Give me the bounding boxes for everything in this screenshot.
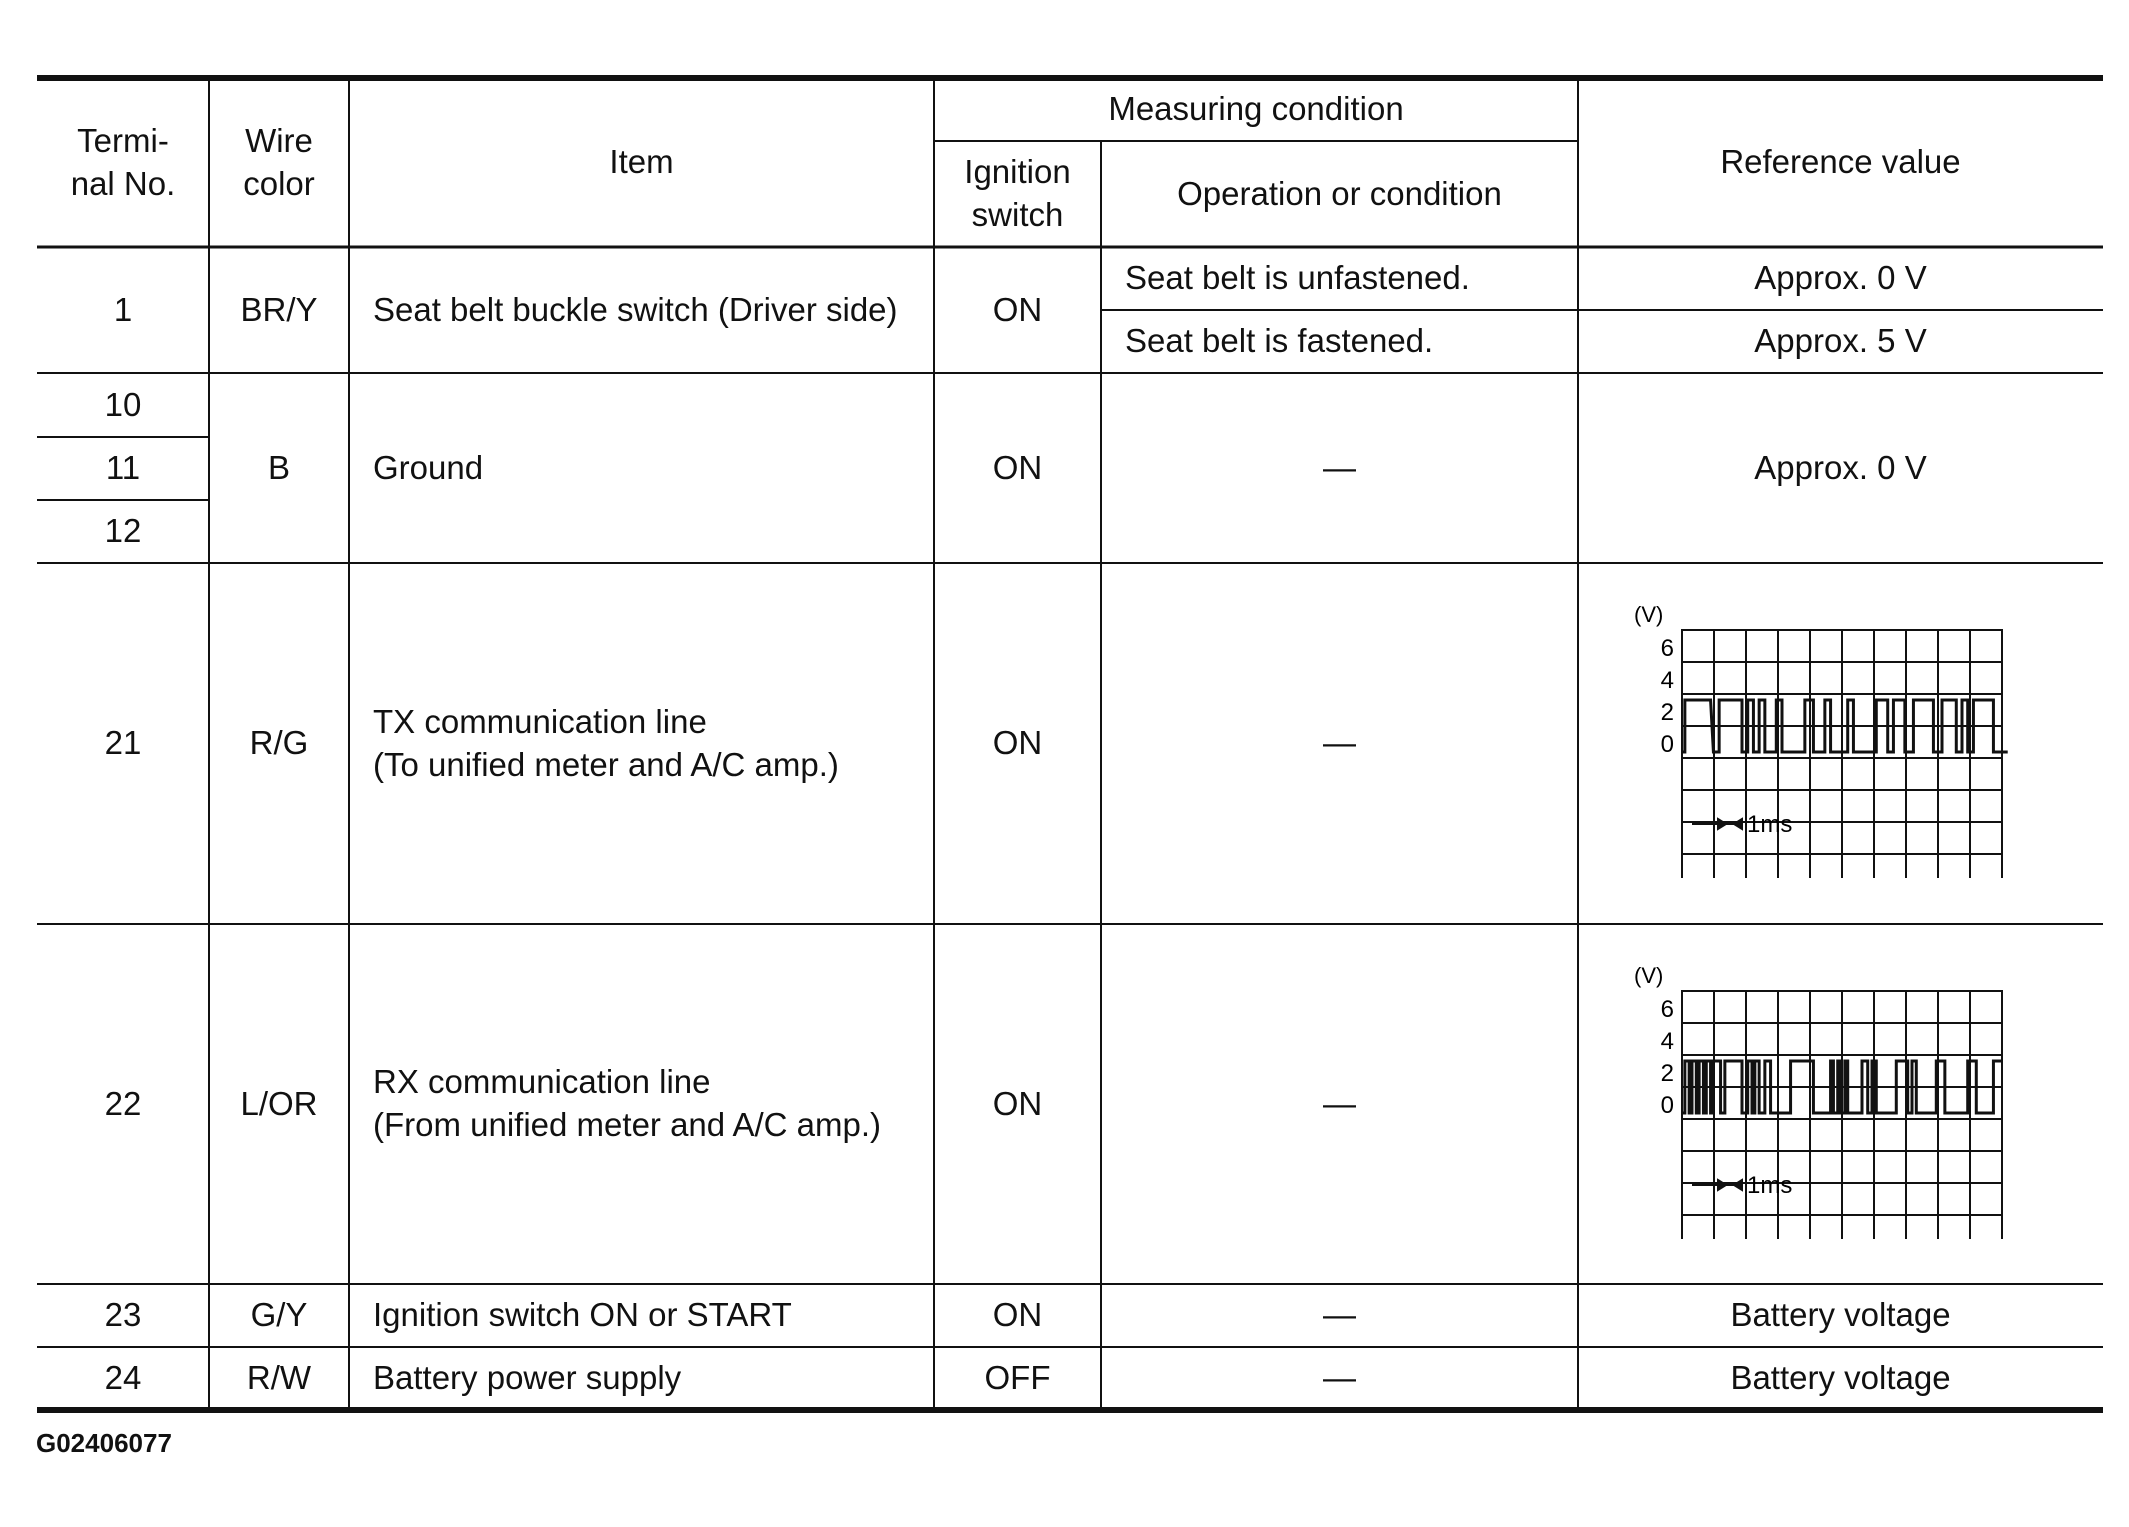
row-ground-item: Ground bbox=[373, 448, 484, 486]
row21-waveform-tick-6: 6 bbox=[1660, 635, 1674, 662]
header-reference-value: Reference value bbox=[1720, 143, 1961, 181]
header-wire-color bbox=[209, 78, 349, 247]
row22-waveform-tick-2: 2 bbox=[1660, 1060, 1674, 1087]
header-measuring-condition: Measuring condition bbox=[1108, 90, 1404, 128]
row21-time-marker bbox=[1692, 819, 1742, 829]
header-terminal-no-line1: Termi- bbox=[77, 121, 169, 159]
row23-condition: — bbox=[1323, 1296, 1356, 1334]
row21-waveform-unit: (V) bbox=[1634, 602, 1664, 627]
row-ground-reference: Approx. 0 V bbox=[1754, 448, 1927, 486]
row24-condition: — bbox=[1323, 1359, 1356, 1397]
row1-condition-unfastened: Seat belt is unfastened. bbox=[1125, 259, 1470, 297]
row-ground-condition: — bbox=[1323, 448, 1356, 486]
row22-waveform-time-label: 1ms bbox=[1747, 1172, 1793, 1199]
row22-item-line2: (From unified meter and A/C amp.) bbox=[373, 1106, 882, 1143]
row-ground-terminal-10: 10 bbox=[104, 385, 142, 423]
row21-waveform-tick-2: 2 bbox=[1660, 699, 1674, 726]
row-ground-terminal-11: 11 bbox=[105, 449, 141, 487]
header-terminal-no-line2: nal No. bbox=[70, 164, 176, 202]
row21-waveform bbox=[1630, 598, 2010, 878]
row1-ignition: ON bbox=[992, 290, 1043, 328]
row22-terminal: 22 bbox=[104, 1084, 142, 1122]
row-ground-wire-color: B bbox=[267, 448, 290, 486]
row23-reference: Battery voltage bbox=[1730, 1296, 1951, 1334]
row21-item-line2: (To unified meter and A/C amp.) bbox=[373, 745, 839, 783]
row-ground-terminal-12: 12 bbox=[104, 512, 142, 550]
row22-wire-color: L/OR bbox=[240, 1084, 318, 1122]
row-ground-ignition: ON bbox=[992, 448, 1043, 486]
header-ignition-switch-line2: switch bbox=[971, 196, 1064, 233]
row21-ignition: ON bbox=[992, 724, 1043, 762]
row21-item-line1: TX communication line bbox=[373, 702, 707, 740]
row23-ignition: ON bbox=[992, 1296, 1043, 1334]
header-item: Item bbox=[609, 143, 674, 181]
row22-condition: — bbox=[1323, 1084, 1356, 1122]
header-wire-color-line1: Wire bbox=[245, 121, 313, 159]
row22-item bbox=[349, 924, 934, 1284]
row23-terminal: 23 bbox=[104, 1296, 142, 1334]
row23-item: Ignition switch ON or START bbox=[373, 1296, 792, 1334]
row21-waveform-time-label: 1ms bbox=[1747, 811, 1793, 838]
row21-wire-color: R/G bbox=[249, 724, 309, 762]
row22-waveform-tick-4: 4 bbox=[1660, 1028, 1674, 1055]
row22-waveform bbox=[1630, 959, 2010, 1239]
row1-condition-fastened: Seat belt is fastened. bbox=[1125, 322, 1434, 360]
row23-wire-color: G/Y bbox=[250, 1296, 308, 1334]
row22-waveform-tick-6: 6 bbox=[1660, 996, 1674, 1023]
header-ignition-switch-line1: Ignition bbox=[964, 153, 1071, 191]
row24-terminal: 24 bbox=[104, 1359, 142, 1397]
row21-item bbox=[349, 563, 934, 924]
row22-waveform-unit: (V) bbox=[1634, 963, 1664, 988]
header-wire-color-line2: color bbox=[243, 164, 315, 202]
row21-condition: — bbox=[1323, 724, 1356, 762]
row24-item: Battery power supply bbox=[373, 1359, 682, 1397]
row24-reference: Battery voltage bbox=[1730, 1359, 1951, 1397]
row1-terminal: 1 bbox=[113, 290, 133, 328]
row24-ignition: OFF bbox=[984, 1359, 1051, 1397]
header-terminal-no bbox=[37, 78, 209, 247]
row24-wire-color: R/W bbox=[246, 1359, 312, 1397]
row22-ignition: ON bbox=[992, 1084, 1043, 1122]
header-ignition-switch bbox=[934, 141, 1101, 247]
row21-waveform-tick-0: 0 bbox=[1660, 731, 1674, 758]
row22-time-marker bbox=[1692, 1180, 1742, 1190]
row1-wire-color: BR/Y bbox=[240, 290, 318, 328]
row21-terminal: 21 bbox=[104, 724, 142, 762]
header-operation: Operation or condition bbox=[1177, 174, 1502, 212]
row1-item: Seat belt buckle switch (Driver side) bbox=[373, 290, 898, 328]
row22-item-line1: RX communication line bbox=[373, 1063, 711, 1101]
row1-reference-unfastened: Approx. 0 V bbox=[1754, 259, 1927, 297]
row21-waveform-tick-4: 4 bbox=[1660, 667, 1674, 694]
row22-waveform-tick-0: 0 bbox=[1660, 1092, 1674, 1119]
row1-reference-fastened: Approx. 5 V bbox=[1754, 322, 1927, 360]
figure-id: G02406077 bbox=[36, 1428, 172, 1458]
